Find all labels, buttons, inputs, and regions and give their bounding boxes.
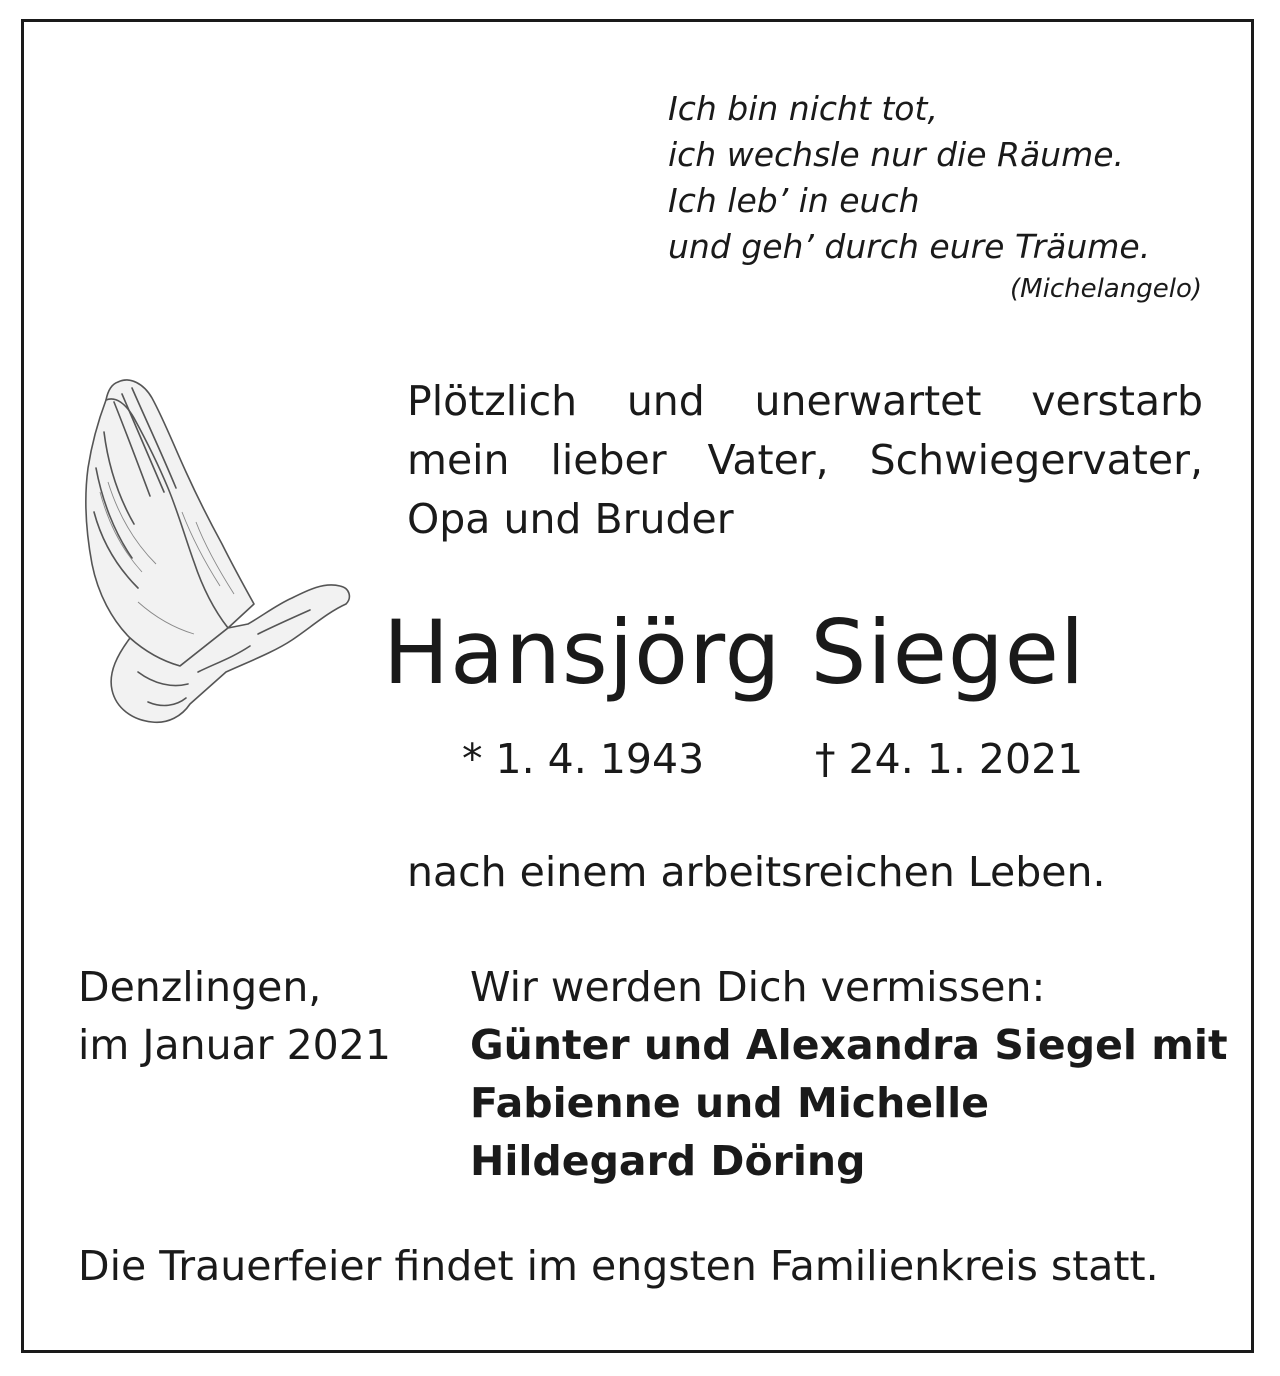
poem-line: Ich leb’ in euch: [668, 181, 920, 220]
poem-line: und geh’ durch eure Träume.: [668, 227, 1151, 266]
birth-date: * 1. 4. 1943: [462, 735, 705, 783]
intro-line: mein lieber Vater, Schwiegervater,: [407, 436, 1203, 484]
death-date: † 24. 1. 2021: [815, 735, 1084, 783]
mourner-name: Fabienne und Michelle: [470, 1079, 990, 1127]
mourner-name: Hildegard Döring: [470, 1137, 866, 1185]
mourners-intro: Wir werden Dich vermissen:: [470, 963, 1046, 1011]
poem-attribution: (Michelangelo): [1010, 274, 1202, 304]
poem-line: Ich bin nicht tot,: [668, 89, 938, 128]
place-line: Denzlingen,: [78, 963, 322, 1011]
intro-line: Opa und Bruder: [407, 495, 734, 543]
deceased-name: Hansjörg Siegel: [383, 601, 1086, 704]
ceremony-note: Die Trauerfeier findet im engsten Familienkreis statt.: [78, 1242, 1159, 1290]
mourner-name: Günter und Alexandra Siegel mit: [470, 1021, 1228, 1069]
poem: [668, 86, 1208, 270]
praying-hands-icon: [78, 372, 354, 728]
life-note: nach einem arbeitsreichen Leben.: [407, 848, 1106, 896]
place-line: im Januar 2021: [78, 1021, 391, 1069]
intro-text: [407, 372, 1203, 549]
poem-line: ich wechsle nur die Räume.: [668, 135, 1125, 174]
intro-line: Plötzlich und unerwartet verstarb: [407, 377, 1203, 425]
place-date: [78, 958, 391, 1074]
mourners: [470, 958, 1228, 1190]
